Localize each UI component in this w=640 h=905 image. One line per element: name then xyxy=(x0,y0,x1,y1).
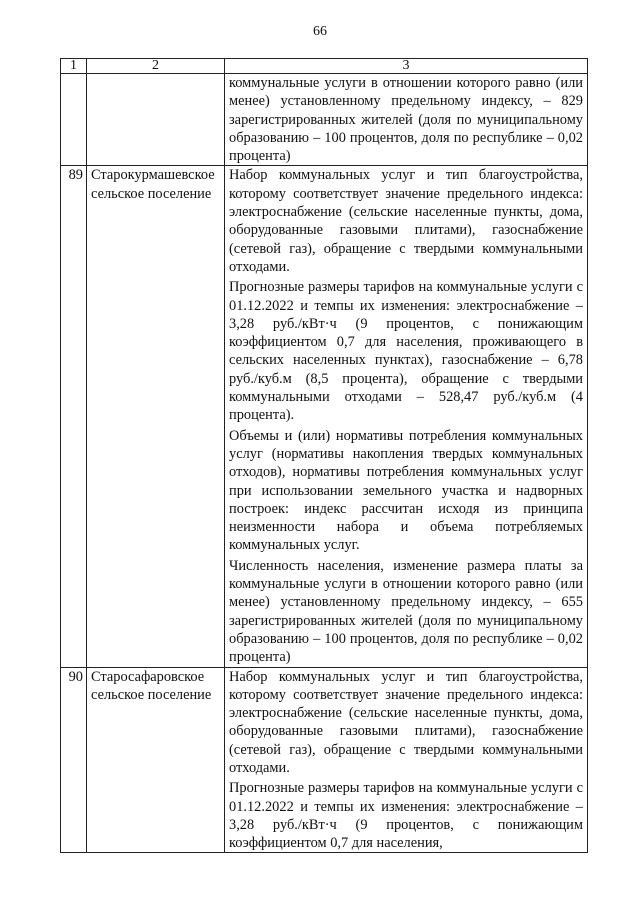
row-description xyxy=(225,74,588,166)
settlement-name: Старосафаровское сельское поселение xyxy=(87,667,225,853)
paragraph: Набор коммунальных услуг и тип благоустройства, которому соответствует значение предельного индекса: электроснабжение (сельские населенные пункты, дома, оборудованные газовыми плитами), газоснабжение (сетевой газ), обращение с твердыми коммунальными отходами. xyxy=(229,167,583,275)
column-header: 1 xyxy=(61,59,87,74)
header-row xyxy=(61,59,588,74)
column-header: 3 xyxy=(225,59,588,74)
tariff-table xyxy=(60,58,588,853)
paragraph: Прогнозные размеры тарифов на коммунальные услуги с 01.12.2022 и темпы их изменения: электроснабжение – 3,28 руб./кВт·ч (9 процентов, с понижающим коэффициентом 0,7 для населения, проживающего в сельских населенных пунктах), газоснабжение – 6,78 руб./куб.м (8,5 процента), обращение с твердыми коммунальными отходами – 528,47 руб./куб.м (4 процента). xyxy=(229,279,583,424)
table-row xyxy=(61,667,588,853)
column-header: 2 xyxy=(87,59,225,74)
row-number xyxy=(61,74,87,166)
paragraph: Численность населения, изменение размера платы за коммунальные услуги в отношении которого равно (или менее) установленному предельному индексу, – 655 зарегистрированных жителей (доля по муниципальному образованию – 100 процентов, доля по республике – 0,02 процента) xyxy=(229,557,583,666)
table-row xyxy=(61,166,588,667)
paragraph: Объемы и (или) нормативы потребления коммунальных услуг (нормативы накопления твердых коммунальных отходов), нормативы потребления коммунальных услуг при использовании земельного участка и надворных построек: индекс рассчитан исходя из принципа неизменности набора и объема потребляемых коммунальных услуг. xyxy=(229,427,583,554)
page-number: 66 xyxy=(313,24,327,39)
row-description xyxy=(225,166,588,667)
row-description xyxy=(225,667,588,853)
paragraph: Набор коммунальных услуг и тип благоустройства, которому соответствует значение предельного индекса: электроснабжение (сельские населенные пункты, дома, оборудованные газовыми плитами), газоснабжение (сетевой газ), обращение с твердыми коммунальными отходами. xyxy=(229,668,583,776)
row-number: 90 xyxy=(61,667,87,853)
table-row xyxy=(61,74,588,166)
paragraph: Прогнозные размеры тарифов на коммунальные услуги с 01.12.2022 и темпы их изменения: электроснабжение – 3,28 руб./кВт·ч (9 процентов, с понижающим коэффициентом 0,7 для населения, xyxy=(229,780,583,852)
settlement-name xyxy=(87,74,225,166)
row-number: 89 xyxy=(61,166,87,667)
paragraph: коммунальные услуги в отношении которого равно (или менее) установленному предельному индексу, – 829 зарегистрированных жителей (доля по муниципальному образованию – 100 процентов, доля по республике – 0,02 процента) xyxy=(229,75,583,165)
settlement-name: Старокурмашевское сельское поселение xyxy=(87,166,225,667)
